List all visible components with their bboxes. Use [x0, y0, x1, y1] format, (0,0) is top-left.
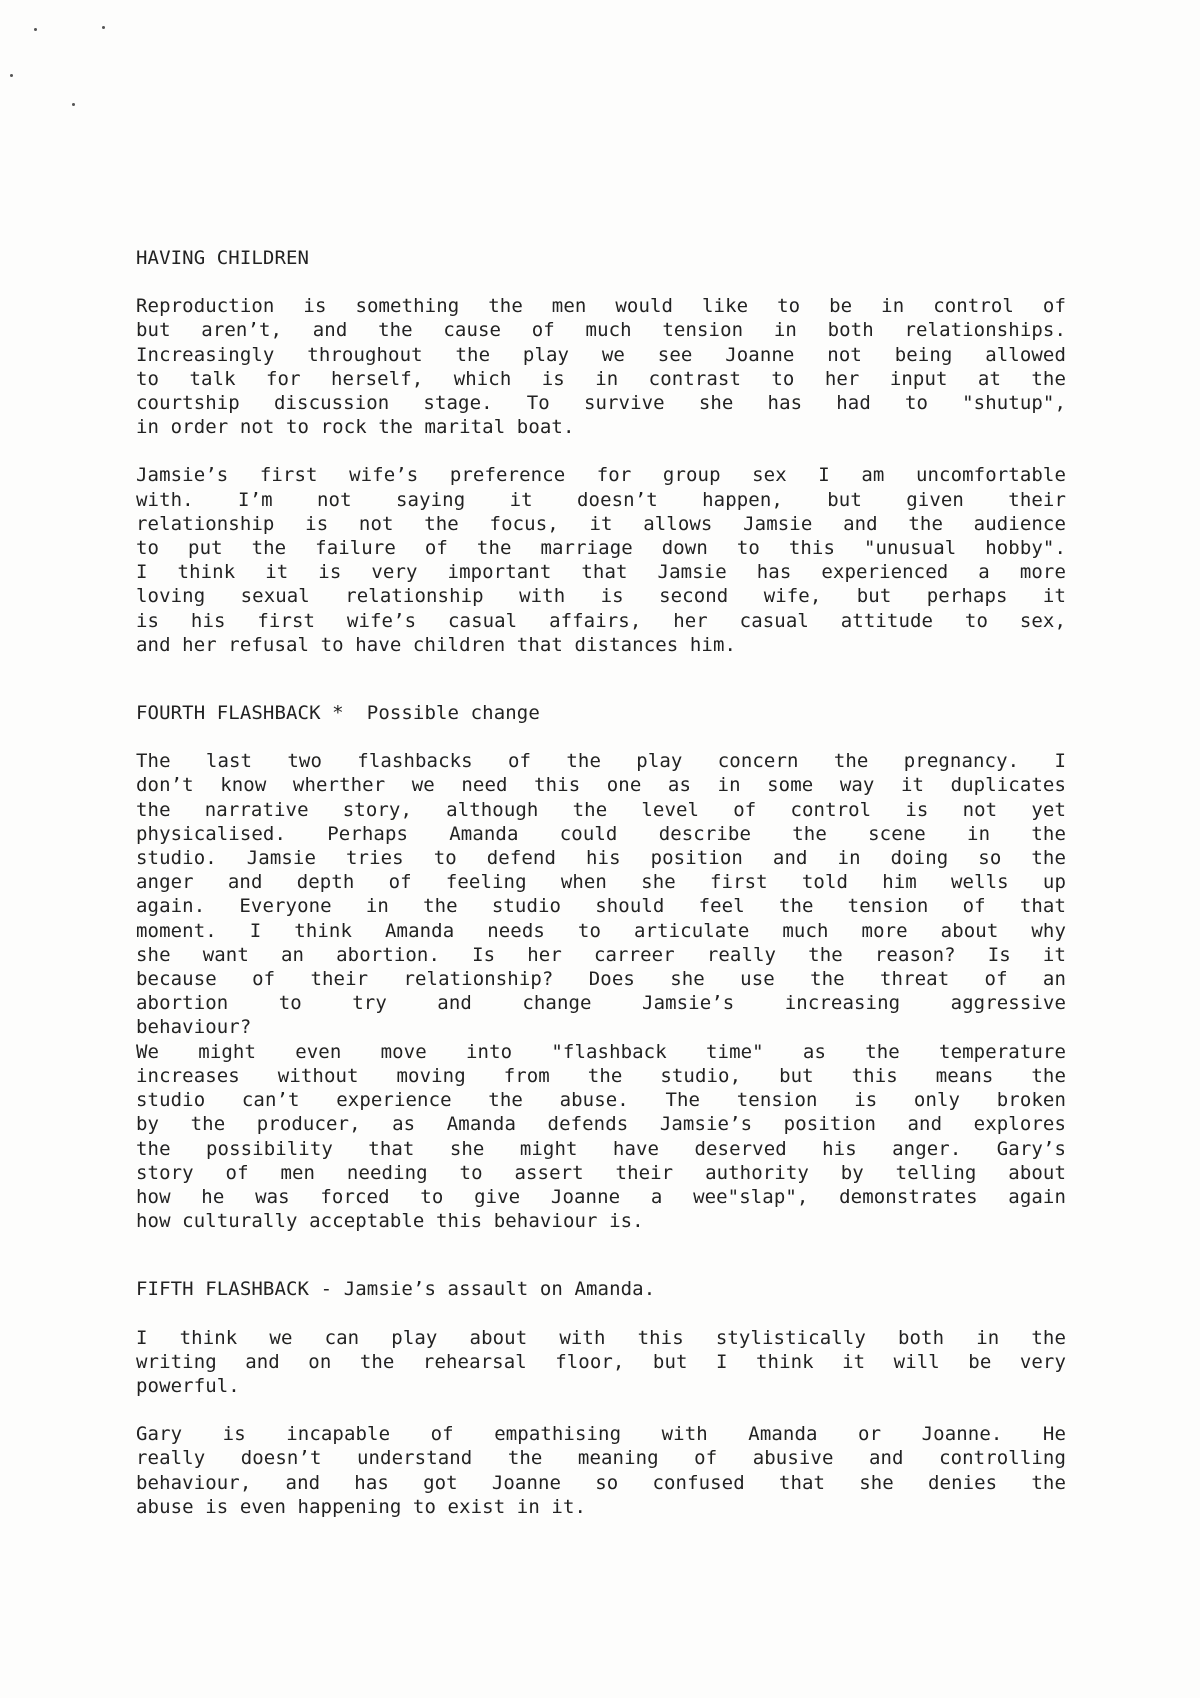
- text-line: moment. I think Amanda needs to articulate much more about why: [136, 919, 1066, 942]
- paragraph: [136, 463, 1066, 657]
- text-line: abuse is even happening to exist in it.: [136, 1495, 587, 1518]
- text-line: writing and on the rehearsal floor, but I think it will be very: [136, 1350, 1066, 1373]
- text-line: studio can’t experience the abuse. The tension is only broken: [136, 1089, 1066, 1112]
- text-line: she want an abortion. Is her carreer really the reason? Is it: [136, 943, 1066, 966]
- paragraph: [136, 1422, 1066, 1519]
- paragraph: [136, 294, 1066, 439]
- section-heading: HAVING CHILDREN: [136, 247, 310, 269]
- scan-speck: [102, 26, 105, 29]
- text-line: loving sexual relationship with is second wife, but perhaps it: [136, 585, 1066, 608]
- paragraph: [136, 1326, 1066, 1399]
- text-line: studio. Jamsie tries to defend his position and in doing so the: [136, 847, 1066, 870]
- text-line: and her refusal to have children that distances him.: [136, 633, 737, 656]
- text-line: but aren’t, and the cause of much tension in both relationships.: [136, 319, 1066, 342]
- text-line: because of their relationship? Does she use the threat of an: [136, 968, 1066, 991]
- text-line: Increasingly throughout the play we see Joanne not being allowed: [136, 343, 1066, 366]
- text-line: the narrative story, although the level of control is not yet: [136, 798, 1066, 821]
- text-line: by the producer, as Amanda defends Jamsie’s position and explores: [136, 1113, 1066, 1136]
- text-line: how culturally acceptable this behaviour is.: [136, 1210, 644, 1233]
- section-heading: FOURTH FLASHBACK * Possible change: [136, 702, 540, 725]
- text-line: the possibility that she might have deserved his anger. Gary’s: [136, 1137, 1066, 1160]
- text-line: Reproduction is something the men would like to be in control of: [136, 295, 1066, 318]
- text-line: story of men needing to assert their authority by telling about: [136, 1161, 1066, 1184]
- text-line: don’t know wherther we need this one as in some way it duplicates: [136, 774, 1066, 797]
- text-line: increases without moving from the studio, but this means the: [136, 1064, 1066, 1087]
- text-line: again. Everyone in the studio should feel the tension of that: [136, 895, 1066, 918]
- text-line: how he was forced to give Joanne a wee"slap", demonstrates again: [136, 1185, 1066, 1208]
- text-line: I think it is very important that Jamsie has experienced a more: [136, 561, 1066, 584]
- text-line: behaviour?: [136, 1016, 252, 1039]
- text-line: really doesn’t understand the meaning of abusive and controlling: [136, 1447, 1066, 1470]
- section-heading: FIFTH FLASHBACK - Jamsie’s assault on Amanda.: [136, 1278, 656, 1301]
- text-line: physicalised. Perhaps Amanda could describe the scene in the: [136, 822, 1066, 845]
- text-line: anger and depth of feeling when she first told him wells up: [136, 871, 1066, 894]
- text-line: behaviour, and has got Joanne so confused that she denies the: [136, 1471, 1066, 1494]
- scan-speck: [10, 74, 13, 77]
- text-line: to put the failure of the marriage down to this "unusual hobby".: [136, 537, 1066, 560]
- text-line: powerful.: [136, 1374, 240, 1397]
- scan-speck: [34, 28, 37, 31]
- text-line: abortion to try and change Jamsie’s increasing aggressive: [136, 992, 1066, 1015]
- document-body: [136, 246, 1066, 1519]
- text-line: Jamsie’s first wife’s preference for group sex I am uncomfortable: [136, 464, 1066, 487]
- paragraph: [136, 749, 1066, 1233]
- text-line: The last two flashbacks of the play concern the pregnancy. I: [136, 750, 1066, 773]
- text-line: We might even move into "flashback time" as the temperature: [136, 1040, 1066, 1063]
- text-line: Gary is incapable of empathising with Amanda or Joanne. He: [136, 1423, 1066, 1446]
- text-line: in order not to rock the marital boat.: [136, 416, 575, 439]
- text-line: I think we can play about with this stylistically both in the: [136, 1326, 1066, 1349]
- text-line: with. I’m not saying it doesn’t happen, but given their: [136, 488, 1066, 511]
- scan-speck: [72, 103, 75, 106]
- text-line: is his first wife’s casual affairs, her casual attitude to sex,: [136, 609, 1066, 632]
- text-line: relationship is not the focus, it allows Jamsie and the audience: [136, 512, 1066, 535]
- text-line: to talk for herself, which is in contrast to her input at the: [136, 367, 1066, 390]
- text-line: courtship discussion stage. To survive she has had to "shutup",: [136, 392, 1066, 415]
